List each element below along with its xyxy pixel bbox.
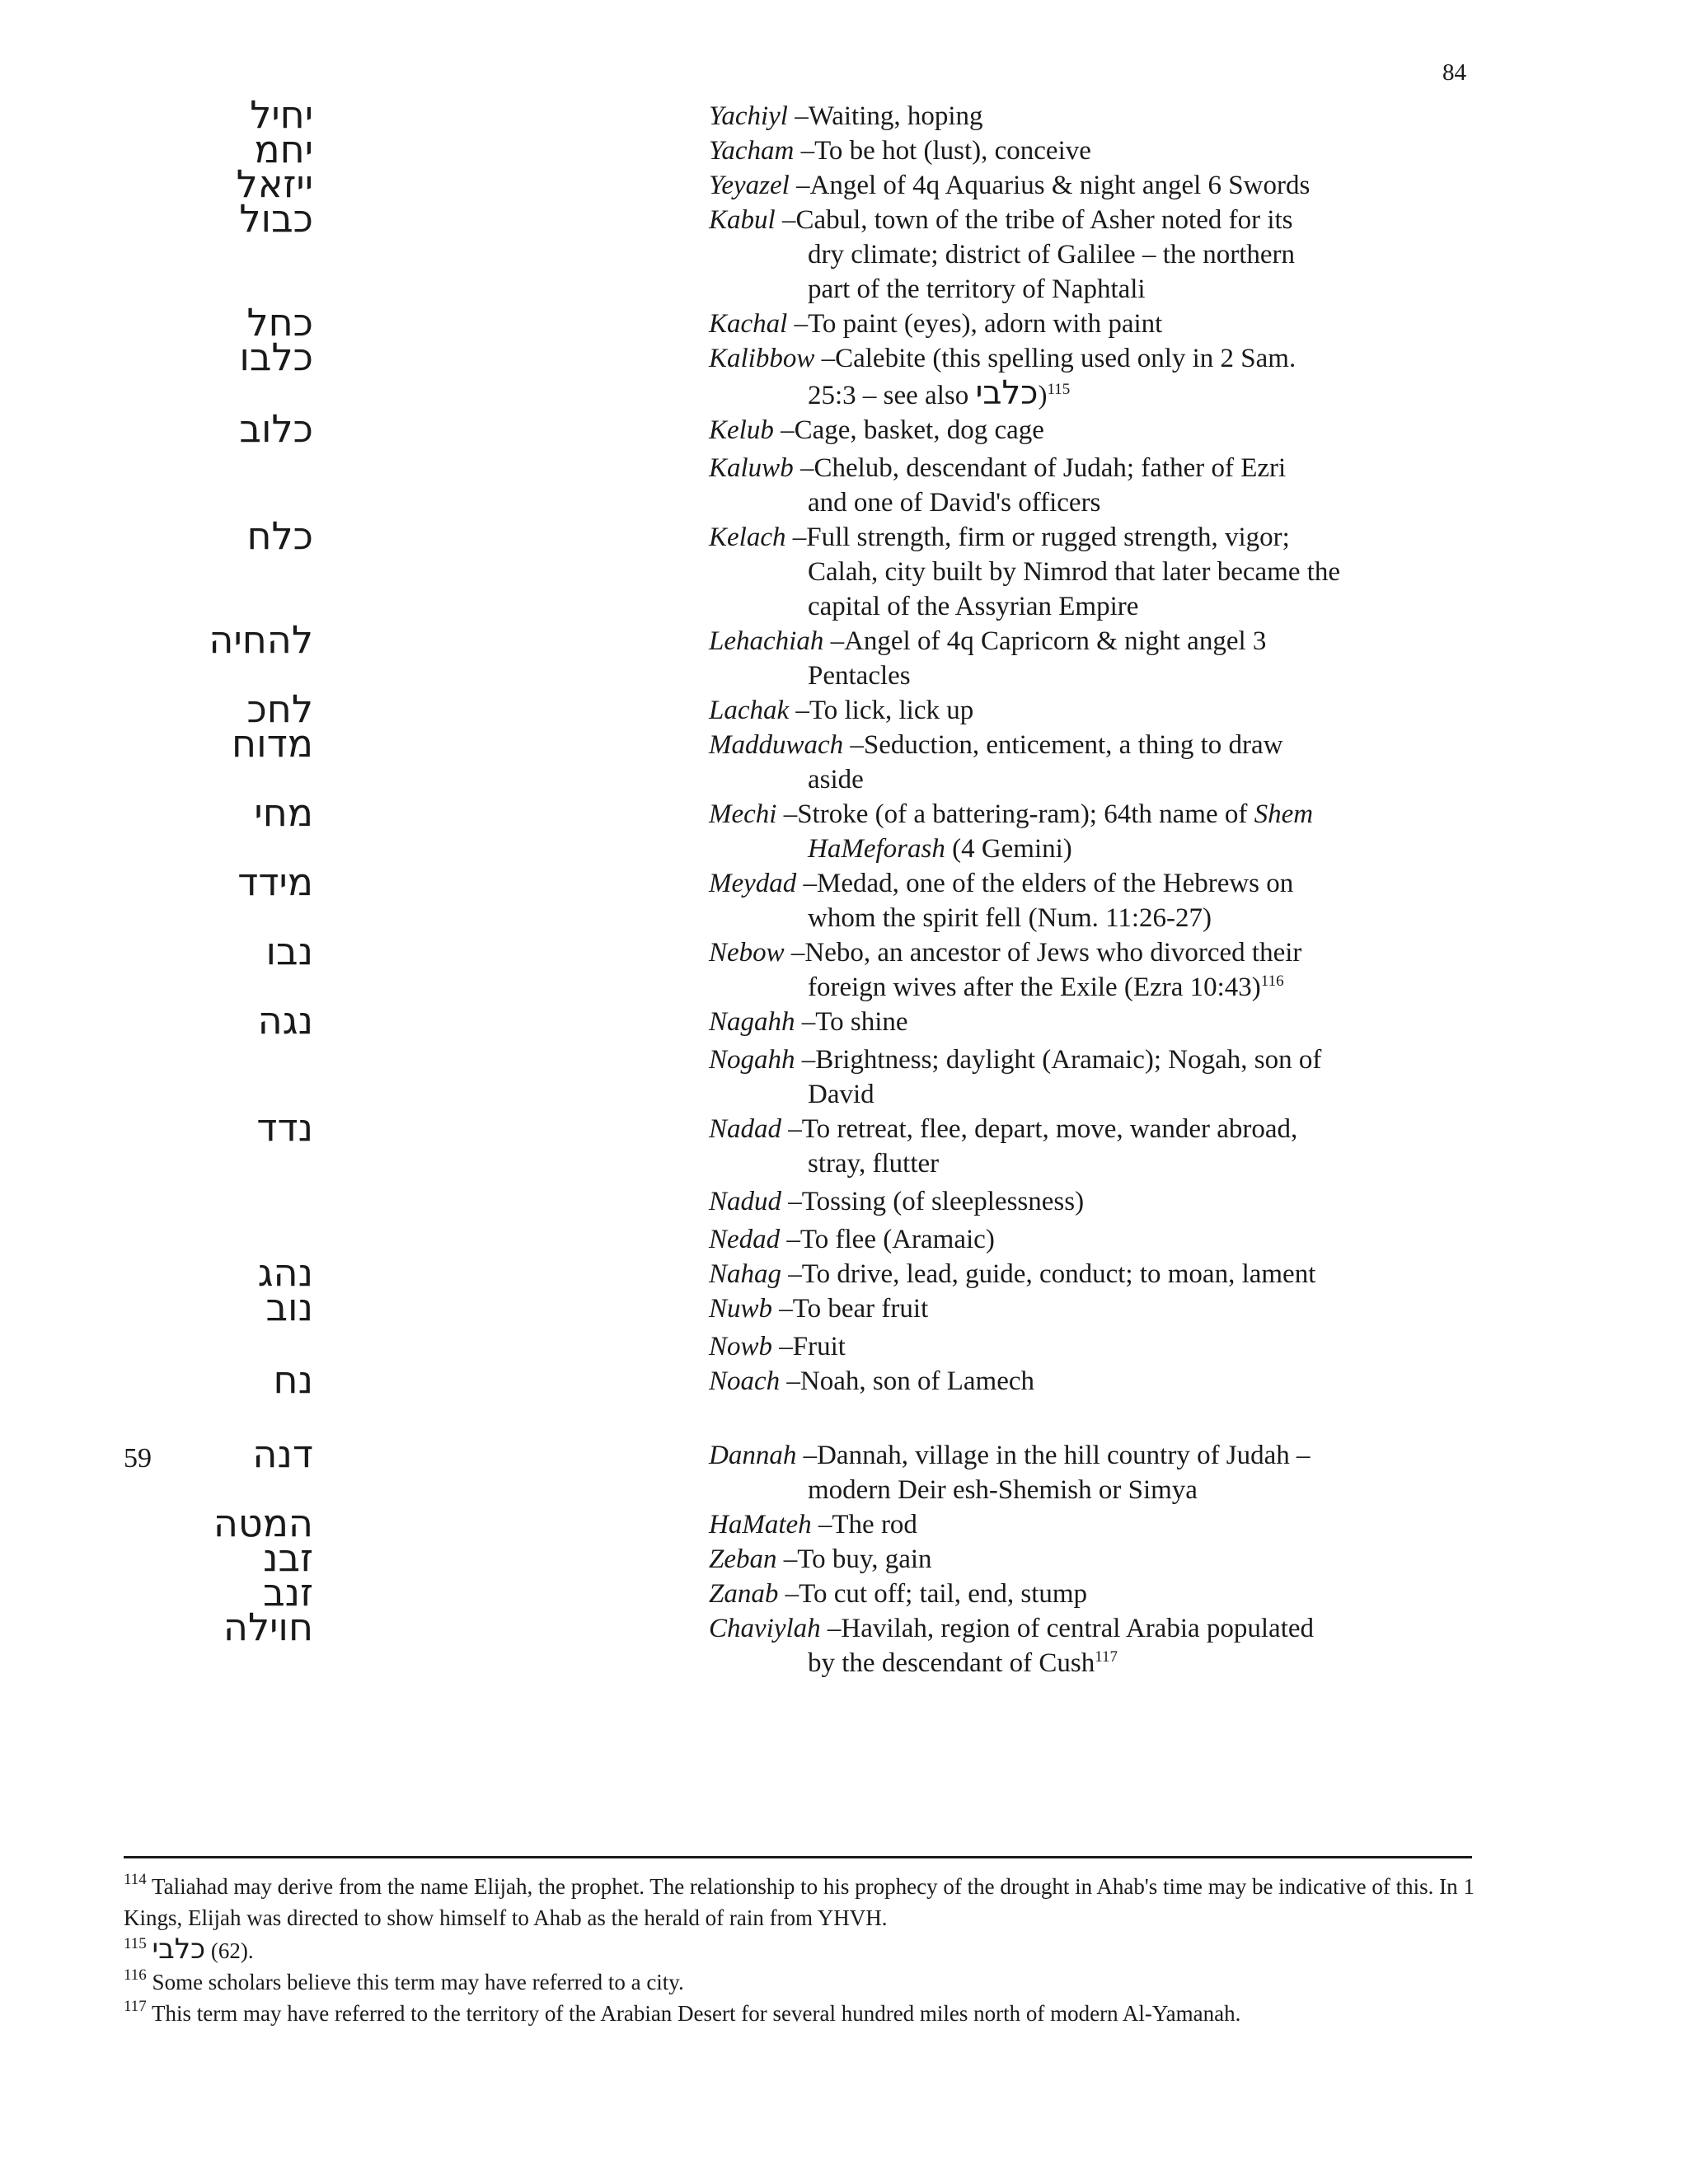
hebrew-word: נגה <box>257 998 313 1043</box>
hebrew-word: להחיה <box>209 617 313 662</box>
definition <box>709 451 1418 520</box>
footnote-117 <box>124 1998 1475 2029</box>
definition-first-line <box>709 797 1418 832</box>
footnotes <box>124 1871 1475 2029</box>
definition-first-line <box>709 1438 1418 1473</box>
definition <box>709 1222 1418 1257</box>
definition <box>709 1291 1418 1326</box>
definition-first-line <box>709 693 1418 728</box>
entry-row <box>0 513 1688 624</box>
definition <box>709 1329 1418 1364</box>
definitions <box>709 203 1418 307</box>
transliteration: Zanab <box>709 1579 779 1609</box>
definitions <box>709 1364 1418 1399</box>
definition-continuation <box>709 1646 1418 1680</box>
meaning: –To flee (Aramaic) <box>780 1225 995 1254</box>
definition-continuation: aside <box>808 765 864 794</box>
definition-first-line <box>709 134 1418 168</box>
transliteration: Kabul <box>709 205 776 235</box>
footnote-number: 115 <box>124 1935 147 1952</box>
definition-first-line <box>709 1542 1418 1577</box>
transliteration: Kachal <box>709 309 788 339</box>
meaning: –Stroke (of a battering-ram); 64th name of <box>776 799 1254 829</box>
transliteration: Kalibbow <box>709 344 815 373</box>
definition-continuation: stray, flutter <box>808 1149 940 1179</box>
definition-first-line <box>709 728 1418 762</box>
hebrew-word: יחמ <box>254 127 313 171</box>
meaning: –Angel of 4q Capricorn & night angel 3 <box>823 626 1267 656</box>
transliteration: Yacham <box>709 136 795 166</box>
hebrew-inline: כלבי <box>975 374 1039 412</box>
entry-row <box>0 1357 1688 1402</box>
definition-continuation: part of the territory of Naphtali <box>808 274 1146 304</box>
definition-continuation: capital of the Assyrian Empire <box>808 592 1139 621</box>
definitions <box>709 1112 1418 1257</box>
hebrew-word: נבו <box>265 929 313 973</box>
meaning: –To paint (eyes), adorn with paint <box>787 309 1163 339</box>
footnote-text: Some scholars believe this term may have referred to a city. <box>146 1970 684 1994</box>
meaning: –Tossing (of sleeplessness) <box>781 1187 1085 1216</box>
definition-first-line <box>709 1291 1418 1326</box>
definition <box>709 341 1418 413</box>
footnote-text: This term may have referred to the territory of the Arabian Desert for several hundred miles north of modern Al-Yamanah. <box>146 2001 1241 2026</box>
footnote-text: Taliahad may derive from the name Elijah, the prophet. The relationship to his prophecy of the drought in Ahab's time may be indicative of this. In 1 Kings, Elijah was directed to show himself to Ahab as the herald of rain from YHVH. <box>124 1874 1475 1930</box>
definition <box>709 693 1418 728</box>
meaning: –To buy, gain <box>776 1544 932 1574</box>
definition <box>709 307 1418 341</box>
definition <box>709 1364 1418 1399</box>
transliteration: Chaviylah <box>709 1614 821 1643</box>
definitions <box>709 866 1418 935</box>
definition-first-line <box>709 1005 1418 1039</box>
definition-first-line <box>709 451 1418 485</box>
continuation-text: (4 Gemini) <box>945 834 1072 864</box>
definition <box>709 520 1418 624</box>
footnote-text: (62). <box>205 1938 254 1963</box>
footnote-ref: 117 <box>1095 1648 1118 1666</box>
definition-first-line <box>709 307 1418 341</box>
hebrew-word: כבול <box>239 196 313 241</box>
definitions <box>709 797 1418 866</box>
meaning: –Fruit <box>772 1332 846 1361</box>
footnote-ref: 116 <box>1260 972 1284 990</box>
meaning: –Havilah, region of central Arabia populated <box>820 1614 1315 1643</box>
hebrew-word: נהג <box>257 1250 313 1295</box>
meaning: –To shine <box>795 1007 908 1037</box>
definitions <box>709 307 1418 341</box>
definition <box>709 1257 1418 1291</box>
definition <box>709 1611 1418 1680</box>
definition <box>709 1542 1418 1577</box>
definition <box>709 1005 1418 1039</box>
transliteration: Noach <box>709 1366 781 1396</box>
transliteration: Nebow <box>709 938 785 968</box>
definitions <box>709 520 1418 624</box>
footnote-114 <box>124 1871 1475 1933</box>
hebrew-word: כחל <box>246 300 313 344</box>
meaning: –Calebite (this spelling used only in 2 Sam. <box>814 344 1296 373</box>
footnote-number: 117 <box>124 1998 147 2015</box>
hebrew-word: כלח <box>246 513 313 558</box>
transliteration: Nedad <box>709 1225 781 1254</box>
transliteration: Nagahh <box>709 1007 795 1037</box>
meaning: –To drive, lead, guide, conduct; to moan, lament <box>781 1259 1316 1289</box>
definitions <box>709 1542 1418 1577</box>
meaning: –To lick, lick up <box>789 696 974 725</box>
definitions <box>709 341 1418 413</box>
definition-first-line <box>709 168 1418 203</box>
transliteration: Nogahh <box>709 1045 795 1075</box>
meaning: –Seduction, enticement, a thing to draw <box>843 730 1283 760</box>
transliteration: Madduwach <box>709 730 844 760</box>
meaning: –Angel of 4q Aquarius & night angel 6 Swords <box>789 171 1311 200</box>
entry-row <box>0 1605 1688 1680</box>
meaning: –Brightness; daylight (Aramaic); Nogah, son of <box>795 1045 1322 1075</box>
definition <box>709 728 1418 797</box>
footnote-number: 114 <box>124 1871 147 1888</box>
definition <box>709 99 1418 134</box>
hebrew-word: זנב <box>263 1570 313 1615</box>
meaning: –To retreat, flee, depart, move, wander abroad, <box>781 1114 1298 1144</box>
entry-row <box>0 1285 1688 1364</box>
definition-first-line <box>709 1184 1418 1219</box>
definition-first-line <box>709 1222 1418 1257</box>
definitions <box>709 935 1418 1005</box>
meaning: –Cage, basket, dog cage <box>773 415 1044 445</box>
entry-row <box>0 929 1688 1005</box>
transliteration: Yeyazel <box>709 171 790 200</box>
transliteration: Kelach <box>709 523 786 552</box>
definition-first-line <box>709 1507 1418 1542</box>
definition-first-line <box>709 520 1418 555</box>
definition <box>709 168 1418 203</box>
hebrew-word: חוילה <box>223 1605 313 1649</box>
entry-row <box>0 196 1688 307</box>
definition <box>709 1507 1418 1542</box>
entry-row <box>0 998 1688 1112</box>
name-italic: HaMeforash <box>808 834 945 864</box>
entry-number: 59 <box>124 1443 152 1474</box>
entry-row <box>0 860 1688 935</box>
definition <box>709 935 1418 1005</box>
meaning: –Noah, son of Lamech <box>780 1366 1034 1396</box>
definitions <box>709 134 1418 168</box>
definition-first-line <box>709 1364 1418 1399</box>
definitions <box>709 1438 1418 1507</box>
definition <box>709 624 1418 693</box>
definition-first-line <box>709 1043 1418 1077</box>
transliteration: Nadud <box>709 1187 782 1216</box>
footnote-hebrew: כלבי <box>152 1933 206 1966</box>
definitions <box>709 1257 1418 1291</box>
continuation-text: 25:3 – see also <box>808 381 976 410</box>
continuation-text: foreign wives after the Exile (Ezra 10:43) <box>808 972 1261 1002</box>
entry-row <box>0 1105 1688 1257</box>
entry-row <box>0 406 1688 520</box>
definition-continuation: dry climate; district of Galilee – the northern <box>808 240 1296 269</box>
definition-first-line <box>709 1329 1418 1364</box>
definitions <box>709 99 1418 134</box>
definitions <box>709 1577 1418 1611</box>
definition-continuation: and one of David's officers <box>808 488 1101 518</box>
footnote-rule <box>124 1856 1472 1858</box>
hebrew-word: המטה <box>213 1501 313 1545</box>
entry-row <box>0 790 1688 866</box>
meaning: –Dannah, village in the hill country of Judah – <box>796 1441 1311 1470</box>
definition-first-line <box>709 624 1418 658</box>
definition <box>709 1438 1418 1507</box>
name-italic: Shem <box>1254 799 1314 829</box>
definition-first-line <box>709 341 1418 376</box>
definitions <box>709 413 1418 520</box>
definition-first-line <box>709 866 1418 901</box>
meaning: –Cabul, town of the tribe of Asher noted for its <box>775 205 1293 235</box>
meaning: –Nebo, an ancestor of Jews who divorced their <box>784 938 1302 968</box>
hebrew-word: יחיל <box>250 92 313 137</box>
footnote-number: 116 <box>124 1966 147 1984</box>
meaning: –Waiting, hoping <box>787 101 983 131</box>
transliteration: Kelub <box>709 415 774 445</box>
hebrew-word: מדוח <box>232 721 313 766</box>
definition-continuation <box>709 832 1418 866</box>
entry-row <box>0 721 1688 797</box>
definition <box>709 1112 1418 1181</box>
definitions <box>709 1291 1418 1364</box>
definitions <box>709 693 1418 728</box>
definitions <box>709 728 1418 797</box>
meaning: –To cut off; tail, end, stump <box>778 1579 1088 1609</box>
definition <box>709 1043 1418 1112</box>
definition-continuation <box>709 376 1418 413</box>
definition <box>709 1577 1418 1611</box>
hebrew-word: ייזאל <box>236 162 313 206</box>
definition-continuation: Pentacles <box>808 661 911 691</box>
hebrew-word: נוב <box>265 1285 313 1329</box>
definitions <box>709 168 1418 203</box>
definition <box>709 797 1418 866</box>
transliteration: Nadad <box>709 1114 782 1144</box>
hebrew-word: מחי <box>254 790 313 835</box>
transliteration: Kaluwb <box>709 453 794 483</box>
hebrew-word: כלוב <box>239 406 313 451</box>
footnote-115 <box>124 1933 1475 1966</box>
definition-first-line <box>709 1112 1418 1146</box>
transliteration: Meydad <box>709 869 797 898</box>
meaning: –The rod <box>811 1510 917 1540</box>
definition-first-line <box>709 935 1418 970</box>
continuation-text: ) <box>1038 381 1048 410</box>
transliteration: Mechi <box>709 799 777 829</box>
page-number: 84 <box>1442 59 1466 86</box>
definitions <box>709 1005 1418 1112</box>
definitions <box>709 624 1418 693</box>
hebrew-word: דנה <box>252 1432 313 1476</box>
meaning: –To be hot (lust), conceive <box>794 136 1091 166</box>
meaning: –Medad, one of the elders of the Hebrews on <box>796 869 1294 898</box>
transliteration: Dannah <box>709 1441 797 1470</box>
definition <box>709 413 1418 448</box>
definition <box>709 203 1418 307</box>
footnote-116 <box>124 1966 1475 1998</box>
definition-first-line <box>709 413 1418 448</box>
meaning: –Chelub, descendant of Judah; father of Ezri <box>793 453 1287 483</box>
definition-continuation <box>709 970 1418 1005</box>
transliteration: Yachiyl <box>709 101 788 131</box>
definition-first-line <box>709 1577 1418 1611</box>
continuation-text: by the descendant of Cush <box>808 1648 1095 1678</box>
definitions <box>709 1507 1418 1542</box>
definition-continuation: David <box>808 1080 874 1109</box>
hebrew-word: מידד <box>237 860 313 904</box>
definition-continuation: Calah, city built by Nimrod that later became the <box>808 557 1341 587</box>
transliteration: Lachak <box>709 696 790 725</box>
definition-continuation: modern Deir esh-Shemish or Simya <box>808 1475 1198 1505</box>
entry-row <box>0 617 1688 693</box>
transliteration: Lehachiah <box>709 626 824 656</box>
definitions <box>709 1611 1418 1680</box>
definition <box>709 134 1418 168</box>
definition <box>709 866 1418 935</box>
meaning: –To bear fruit <box>772 1294 929 1324</box>
meaning: –Full strength, firm or rugged strength, vigor; <box>785 523 1290 552</box>
hebrew-word: כלבו <box>239 335 313 379</box>
transliteration: HaMateh <box>709 1510 812 1540</box>
definition-first-line <box>709 1611 1418 1646</box>
footnote-ref: 115 <box>1047 381 1071 398</box>
definition <box>709 1184 1418 1219</box>
entries-list <box>0 92 1688 1680</box>
transliteration: Nuwb <box>709 1294 773 1324</box>
definition-first-line <box>709 99 1418 134</box>
transliteration: Nahag <box>709 1259 782 1289</box>
hebrew-word: לחכ <box>246 687 313 731</box>
hebrew-word: נח <box>273 1357 313 1402</box>
entry-row <box>0 1432 1688 1507</box>
definition-first-line <box>709 203 1418 237</box>
definition-first-line <box>709 1257 1418 1291</box>
transliteration: Nowb <box>709 1332 773 1361</box>
entry-row <box>0 335 1688 413</box>
definition-continuation: whom the spirit fell (Num. 11:26-27) <box>808 903 1212 933</box>
hebrew-word: זבנ <box>263 1535 313 1580</box>
hebrew-word: נדד <box>256 1105 313 1150</box>
transliteration: Zeban <box>709 1544 777 1574</box>
